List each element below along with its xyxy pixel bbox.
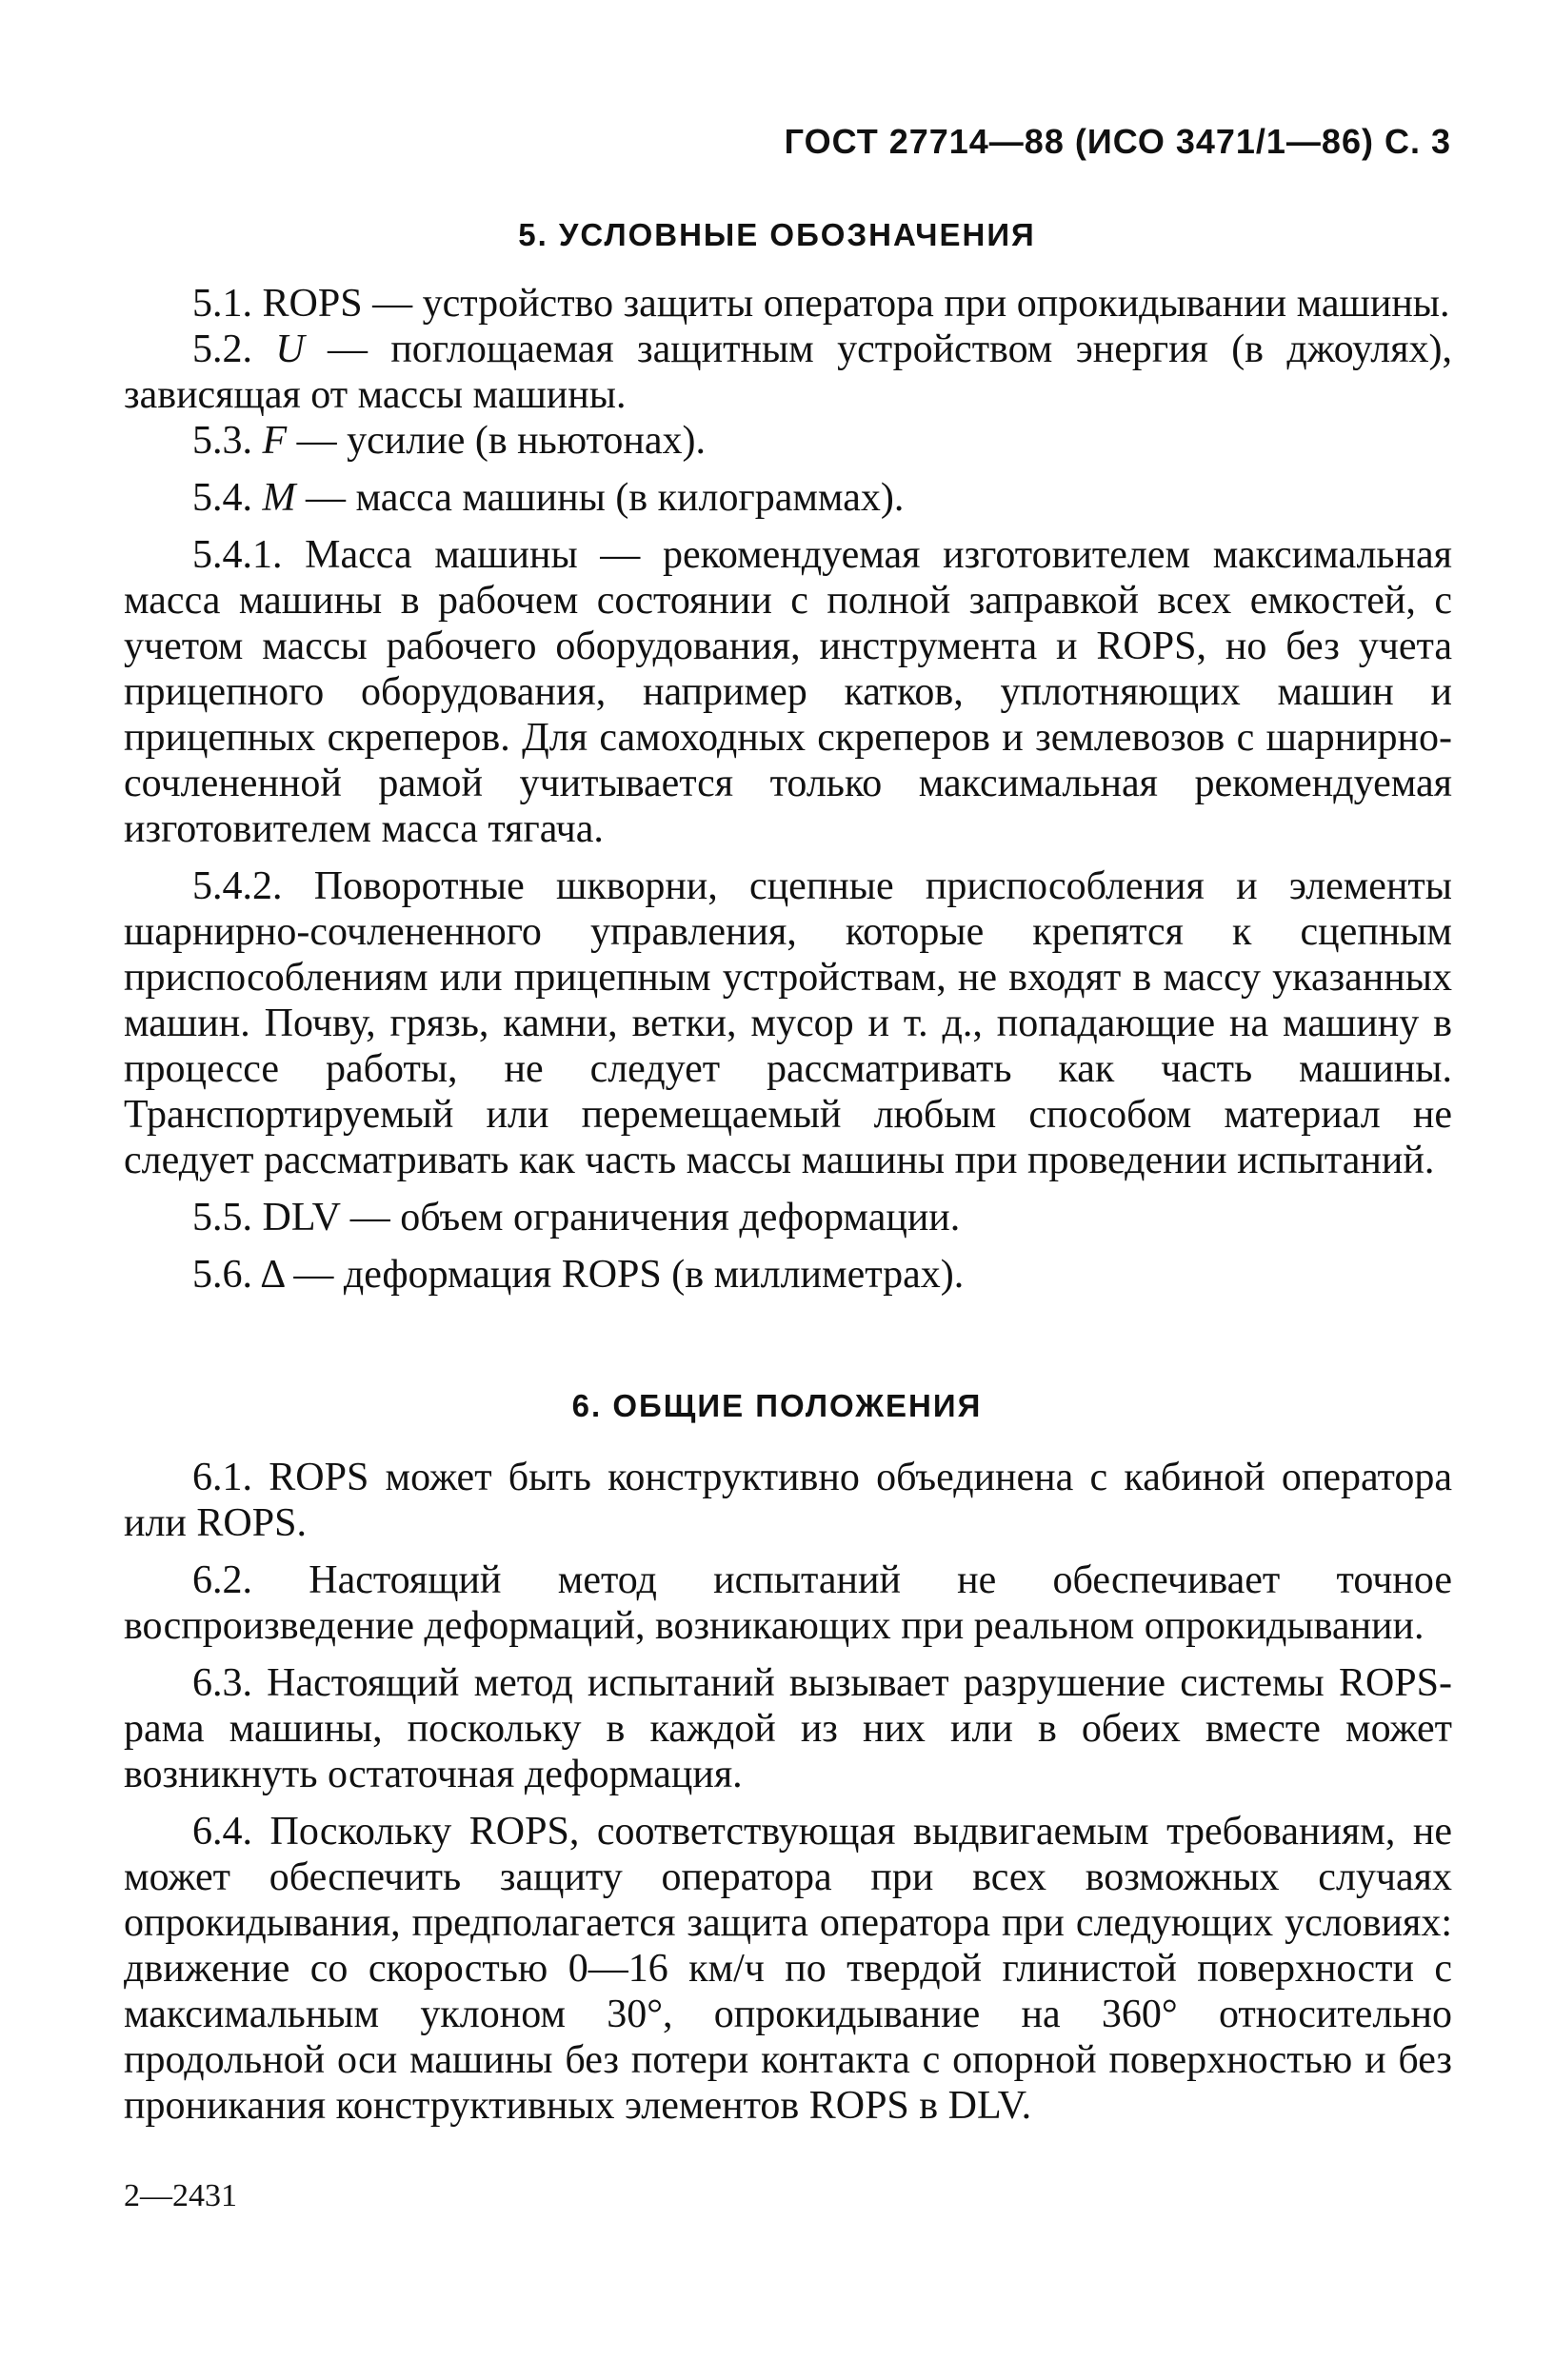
- clause-6-3: 6.3. Настоящий метод испытаний вызывает разрушение системы ROPS-рама машины, поскольку в каждой из них или в обеих вместе может возникнуть остаточная деформация.: [124, 1661, 1452, 1796]
- clause-5-3: 5.3. F — усилие (в ньютонах).: [192, 419, 707, 463]
- clause-5-6: 5.6. Δ — деформация ROPS (в миллиметрах).: [192, 1253, 965, 1297]
- clause-6-2: 6.2. Настоящий метод испытаний не обеспечивает точное воспроизведение деформаций, возникающих при реальном опрокидывании.: [124, 1558, 1453, 1648]
- clause-5-5: 5.5. DLV — объем ограничения деформации.: [192, 1196, 961, 1240]
- section-5-heading: 5. УСЛОВНЫЕ ОБОЗНАЧЕНИЯ: [518, 217, 1036, 252]
- clause-5-4-1: 5.4.1. Масса машины — рекомендуемая изготовителем максимальная масса машины в рабочем состоянии с полной заправкой всех емкостей, с учетом массы рабочего оборудования, инструмента и ROPS, но без учета прицепного оборудования, например катков, уплотняющих машин и прицепных скреперов. Для самоходных скреперов и землевозов с шарнирно-сочлененной рамой учитывается только максимальная рекомендуемая изготовителем масса тягача.: [124, 533, 1452, 851]
- section-6-heading: 6. ОБЩИЕ ПОЛОЖЕНИЯ: [571, 1388, 983, 1423]
- page-footer-code: 2—2431: [124, 2178, 237, 2213]
- page-header: ГОСТ 27714—88 (ИСО 3471/1—86) С. 3: [784, 122, 1451, 161]
- clause-5-2: 5.2. U — поглощаемая защитным устройством энергия (в джоулях), зависящая от массы машины.: [124, 327, 1452, 417]
- clause-6-1: 6.1. ROPS может быть конструктивно объединена с кабиной оператора или ROPS.: [124, 1456, 1452, 1545]
- clause-5-4-2: 5.4.2. Поворотные шкворни, сцепные приспособления и элементы шарнирно-сочлененного управления, которые крепятся к сцепным приспособлениям или прицепным устройствам, не входят в массу указанных машин. Почву, грязь, камни, ветки, мусор и т. д., попадающие на машину в процессе работы, не следует рассматривать как часть машины. Транспортируемый или перемещаемый любым способом материал не следует рассматривать как часть массы машины при проведении испытаний.: [124, 864, 1452, 1182]
- clause-5-1: 5.1. ROPS — устройство защиты оператора при опрокидывании машины.: [192, 282, 1450, 326]
- clause-6-4: 6.4. Поскольку ROPS, соответствующая выдвигаемым требованиям, не может обеспечить защиту оператора при всех возможных случаях опрокидывания, предполагается защита оператора при следующих условиях: движение со скоростью 0—16 км/ч по твердой глинистой поверхности с максимальным уклоном 30°, опрокидывание на 360° относительно продольной оси машины без потери контакта с опорной поверхностью и без проникания конструктивных элементов ROPS в DLV.: [124, 1810, 1452, 2128]
- clause-5-4: 5.4. M — масса машины (в килограммах).: [192, 476, 905, 520]
- section-5-body: [124, 281, 1452, 1298]
- section-6-body: [124, 1455, 1452, 2129]
